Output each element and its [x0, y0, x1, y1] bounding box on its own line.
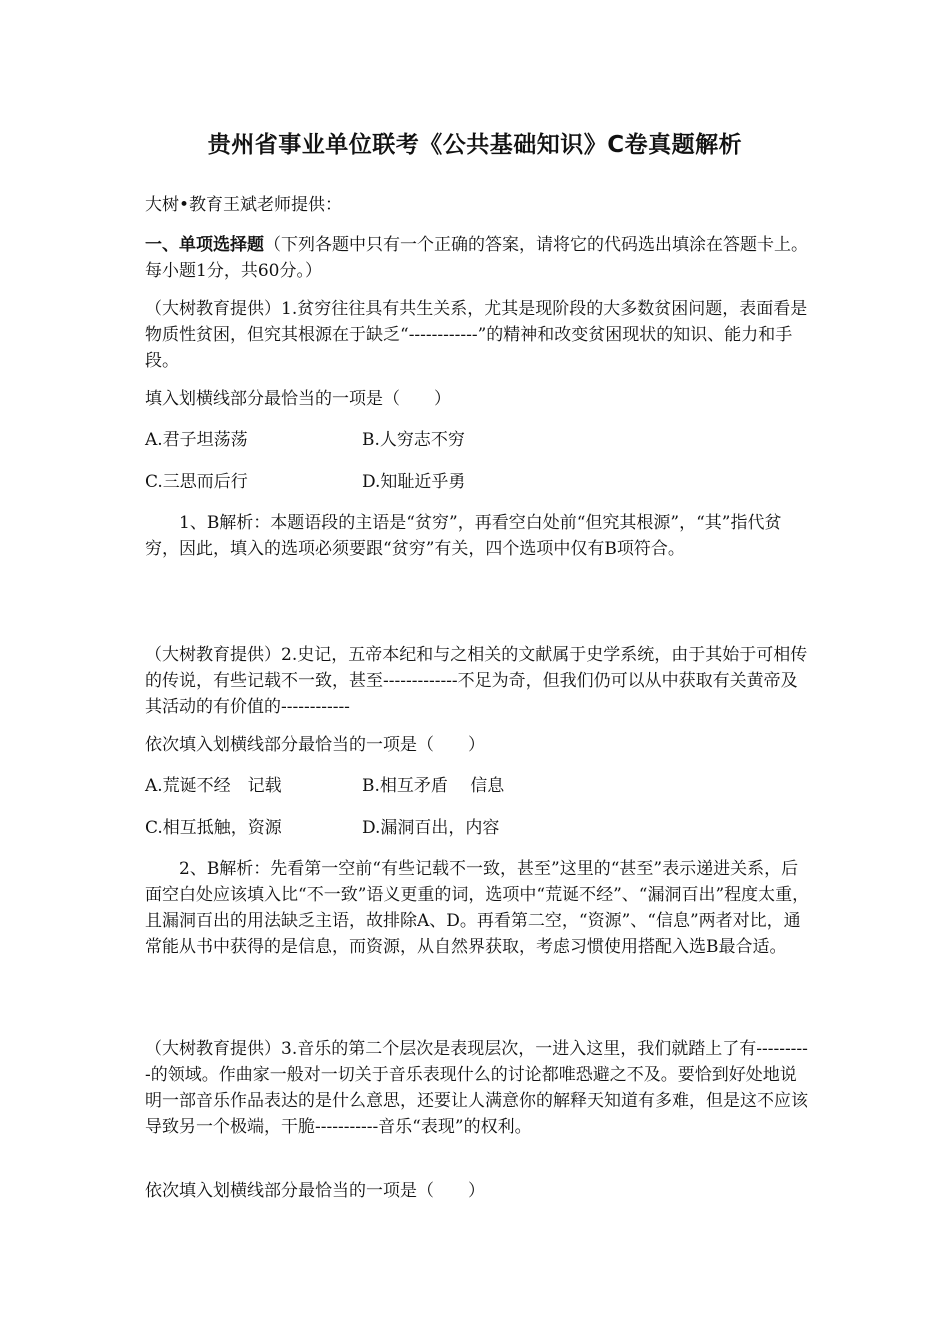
question-1-option-b: B.人穷志不穷	[362, 430, 465, 450]
question-2-option-b: B.相互矛盾 信息	[362, 776, 505, 796]
question-3-stem: （大树教育提供）3.音乐的第二个层次是表现层次，一进入这里，我们就踏上了有----------的领域。作曲家一般对一切关于音乐表现什么的讨论都唯恐避之不及。要恰到好处地说明一部音乐作品表达的是什么意思，还要让人满意你的解释天知道有多难，但是这不应该导致另一个极端，干脆-----------音乐“表现”的权利。	[145, 1039, 808, 1137]
section-instructions: （下列各题中只有一个正确的答案，请将它的代码选出填涂在答题卡上。每小题1分，共60分。）	[145, 235, 808, 281]
question-2-stem: （大树教育提供）2.史记，五帝本纪和与之相关的文献属于史学系统，由于其始于可相传的传说，有些记载不一致，甚至-------------不足为奇，但我们仍可以从中获取有关黄帝及其活动的有价值的------------	[145, 645, 808, 717]
question-1-stem: （大树教育提供）1.贫穷往往具有共生关系，尤其是现阶段的大多数贫困问题，表面看是物质性贫困，但究其根源在于缺乏“------------”的精神和改变贫困现状的知识、能力和手段。	[145, 299, 808, 371]
question-2-option-d: D.漏洞百出，内容	[362, 818, 500, 838]
provider-line: 大树•教育王斌老师提供：	[145, 195, 343, 215]
question-2-prompt: 依次填入划横线部分最恰当的一项是（ ）	[145, 735, 485, 755]
question-2-option-c: C.相互抵触，资源	[145, 818, 282, 838]
section-heading	[145, 232, 811, 284]
question-2-analysis: 2、B解析：先看第一空前“有些记载不一致，甚至”这里的“甚至”表示递进关系，后面空白处应该填入比“不一致”语义更重的词，选项中“荒诞不经”、“漏洞百出”程度太重，且漏洞百出的用法缺乏主语，故排除A、D。再看第二空，“资源”、“信息”两者对比，通常能从书中获得的是信息，而资源，从自然界获取，考虑习惯使用搭配入选B最合适。	[145, 859, 810, 957]
question-3-prompt: 依次填入划横线部分最恰当的一项是（ ）	[145, 1181, 485, 1201]
question-1-option-c: C.三思而后行	[145, 472, 248, 492]
page-title: 贵州省事业单位联考《公共基础知识》C卷真题解析	[207, 132, 743, 158]
question-1-prompt: 填入划横线部分最恰当的一项是（ ）	[145, 389, 451, 409]
question-1-option-a: A.君子坦荡荡	[145, 430, 248, 450]
section-label: 一、单项选择题	[145, 235, 264, 255]
question-2-option-a: A.荒诞不经 记载	[145, 776, 282, 796]
question-1-analysis: 1、B解析：本题语段的主语是“贫穷”，再看空白处前“但究其根源”，“其”指代贫穷，因此，填入的选项必须要跟“贫穷”有关，四个选项中仅有B项符合。	[145, 513, 782, 559]
question-1-option-d: D.知耻近乎勇	[362, 472, 466, 492]
